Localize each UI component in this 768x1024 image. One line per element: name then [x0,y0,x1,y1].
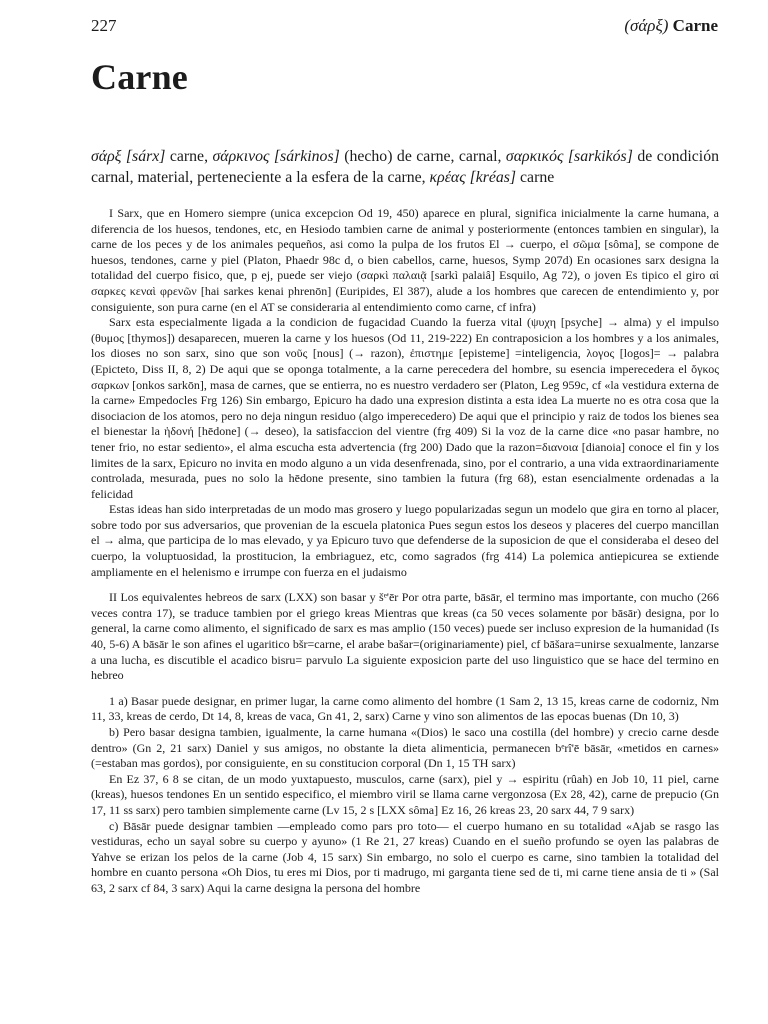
lead-gloss-kreas: carne [516,169,555,186]
running-head-word: Carne [672,16,718,35]
running-head [624,16,718,36]
paragraph-sarx-fugacity: Sarx esta especialmente ligada a la condicion de fugacidad Cuando la fuerza vital (ψυχη [psyche] → alma) y el impulso (θυμος [thymos]) desaparecen, mueren la carne y los huesos (Od 11, 219-222) En contraposicion a los hombres y a los animales, los dioses no son sarx, sino que son νοῦς [nous] (→ razon), ἐπιστημε [episteme] =inteligencia, λογος [logos]= → palabra (Epicteto, Diss II, 8, 2) De aqui que se oponga totalmente, a la carne perecedera del hombre, su esencia imperecedera el ὄγκος σαρκων [onkos sarkōn], masa de carnes, que se entierra, no es nuestro verdadero ser (Platon, Leg 959c, cf «la vestidura externa de la carne» Empedocles Frg 126) Sin embargo, Epicuro ha dado una expresion distinta a esta idea La muerte no es otra cosa que la disociacion de los atomos, pero no deja ningun residuo (algo imperecedero) De aqui que el principio y raiz de todos los bienes sea el bienestar la ἡδονή [hēdone] (→ deseo), la satisfaccion del vientre (frg 409) Si la voz de la carne dice «no pasar hambre, no tener frio, no estar sediento», el alma escucha esta advertencia (frg 200) Dado que la razon=διανοια [dianoia] conoce el fin y los limites de la sarx, Epicuro no invita en modo alguno a un vida desenfrenada, sino, por el contrario, a una vida extraordinariamente controlada, mesurada, pues no solo la hēdone presente, sino tambien la futura (frg 68), estan esencialmente ordenadas a la felicidad [91,315,719,501]
page-header [91,16,718,40]
paragraph-section-2: II Los equivalentes hebreos de sarx (LXX) son basar y šᵉ'ēr Por otra parte, bāsār, el termino mas importante, con mucho (266 veces contra 17), se traduce tambien por el griego kreas Mientras que kreas (ca 50 veces solamente por bāsār) designa, por lo general, la carne como alimento, el significado de sarx es mas amplio (150 veces) puede ser incluso expresion de la humanidad (Is 40, 5-6) A bāsār le son afines el ugaritico bšr=carne, el arabe bašar=(originariamente) piel, cf bāšara=unirse sexualmente, lanzarse a una lucha, es discutible el acadico bisru= parvulo La siguiente exposicion parte del uso linguistico que se hace del termino en hebreo [91,590,719,683]
entry-title: Carne [91,57,188,97]
paragraph-ez-37: En Ez 37, 6 8 se citan, de un modo yuxtapuesto, musculos, carne (sarx), piel y → espiritu (rûah) en Job 10, 11 piel, carne (kreas), huesos tendones En un sentido especifico, el miembro viril se llama carne vergonzosa (Ex 28, 42), carne de prepucio (Gn 17, 11 ss sarx) pero tambien simplemente carne (Lv 15, 2 s [LXX sôma] Ez 16, 26 kreas 23, 20 sarx 44, 7 9 sarx) [91,771,719,817]
lead-term-sarx: σάρξ [sárx] [91,148,166,165]
lead-term-kreas: κρέας [kréas] [429,169,517,186]
paragraph-1b: b) Pero basar designa tambien, igualmente, la carne humana «(Dios) le saco una costilla (del hombre) y crecio carne desde dentro» (Gn 2, 21 sarx) Daniel y sus amigos, no obstante la dieta alimenticia, permanecen bᵉrî'ē bāsār, «metidos en carnes» (=estaban mas gordos), por consiguiente, en su constitucion corporal (Dn 1, 15 TH sarx) [91,725,719,771]
lead-term-sarkinos: σάρκινος [sárkinos] [212,148,340,165]
paragraph-1a: 1 a) Basar puede designar, en primer lugar, la carne como alimento del hombre (1 Sam 2, 13 15, kreas carne de codorniz, Nm 11, 33, kreas de cerdo, Dt 14, 8, kreas de vaca, Gn 41, 2, sarx) Carne y vino son alimentos de las epocas buenas (Dn 10, 3) [91,693,719,724]
lead-gloss-sarkinos: (hecho) de carne, carnal, [339,148,506,165]
page-number: 227 [91,16,117,35]
lead-gloss-sarkikos: de condición carnal, material, perteneciente a la esfera de la carne, [91,148,719,186]
paragraph-section-1: I Sarx, que en Homero siempre (unica excepcion Od 19, 450) aparece en plural, significa inicialmente la carne humana, a diferencia de los huesos, tendones, etc, en Hesiodo tambien carne de animal y posteriormente (entonces tambien en singular), la carne de los peces y de los animales pequeños, asi como la pulpa de los frutos El → cuerpo, el σῶμα [sôma], se compone de huesos, tendones, carne y piel (Platon, Phaedr 98c d, o bien cabellos, carne, huesos, Symp 207d) En ocasiones sarx designa la totalidad del cuerpo fisico, que, p ej, puede ser viejo (σαρκὶ παλαιᾷ [sarkì palaiâ] Esquilo, Ag 72), o joven Es tipico el giro αἱ σαρκες κεναὶ φρενῶν [hai sarkes kenai phrenōn] (Euripides, El 387), alude a los hombres que carecen de entendimiento y, por consiguiente, son pura carne (en el AT se consideraria al entendimiento como carne, cf infra) [91,206,719,314]
entry-lead [91,146,719,188]
running-head-greek: (σάρξ) [624,16,669,35]
entry-body [91,206,719,897]
lead-gloss-sarx: carne, [165,148,213,165]
paragraph-1c: c) Bāsār puede designar tambien —empleado como pars pro toto— el cuerpo humano en su totalidad «Ajab se rasgo las vestiduras, echo un sayal sobre su cuerpo y ayuno» (1 Re 21, 27 kreas) Cuando en el sueño profundo se oyen las palabras de Yahve se erizan los pelos de la carne (Job 4, 15 sarx) Sin embargo, no solo el cuerpo es carne, sino tambien la totalidad del hombre en cuanto persona «Oh Dios, tu eres mi Dios, por ti madrugo, mi garganta tiene sed de ti, mi carne tiene ansia de ti » (Sal 63, 2 sarx cf 84, 3 sarx) Aqui la carne designa la persona del hombre [91,818,719,895]
paragraph-epicurean-polemic: Estas ideas han sido interpretadas de un modo mas grosero y luego popularizadas segun un modelo que gira en torno al placer, sobre todo por sus adversarios, que provenian de la escuela platonica Pues segun estos los deseos y placeres del cuerpo mancillan el → alma, que participa de lo mas elevado, y ya Epicuro tuvo que defenderse de la suposicion de que el consideraba el deseo del cuerpo, la voluptuosidad, la prostitucion, la embriaguez, etc, como sagrados (frg 414) La polemica antiepicurea se extiende ampliamente en el helenismo e irrumpe con fuerza en el judaismo [91,502,719,579]
lead-term-sarkikos: σαρκικός [sarkikós] [505,148,633,165]
